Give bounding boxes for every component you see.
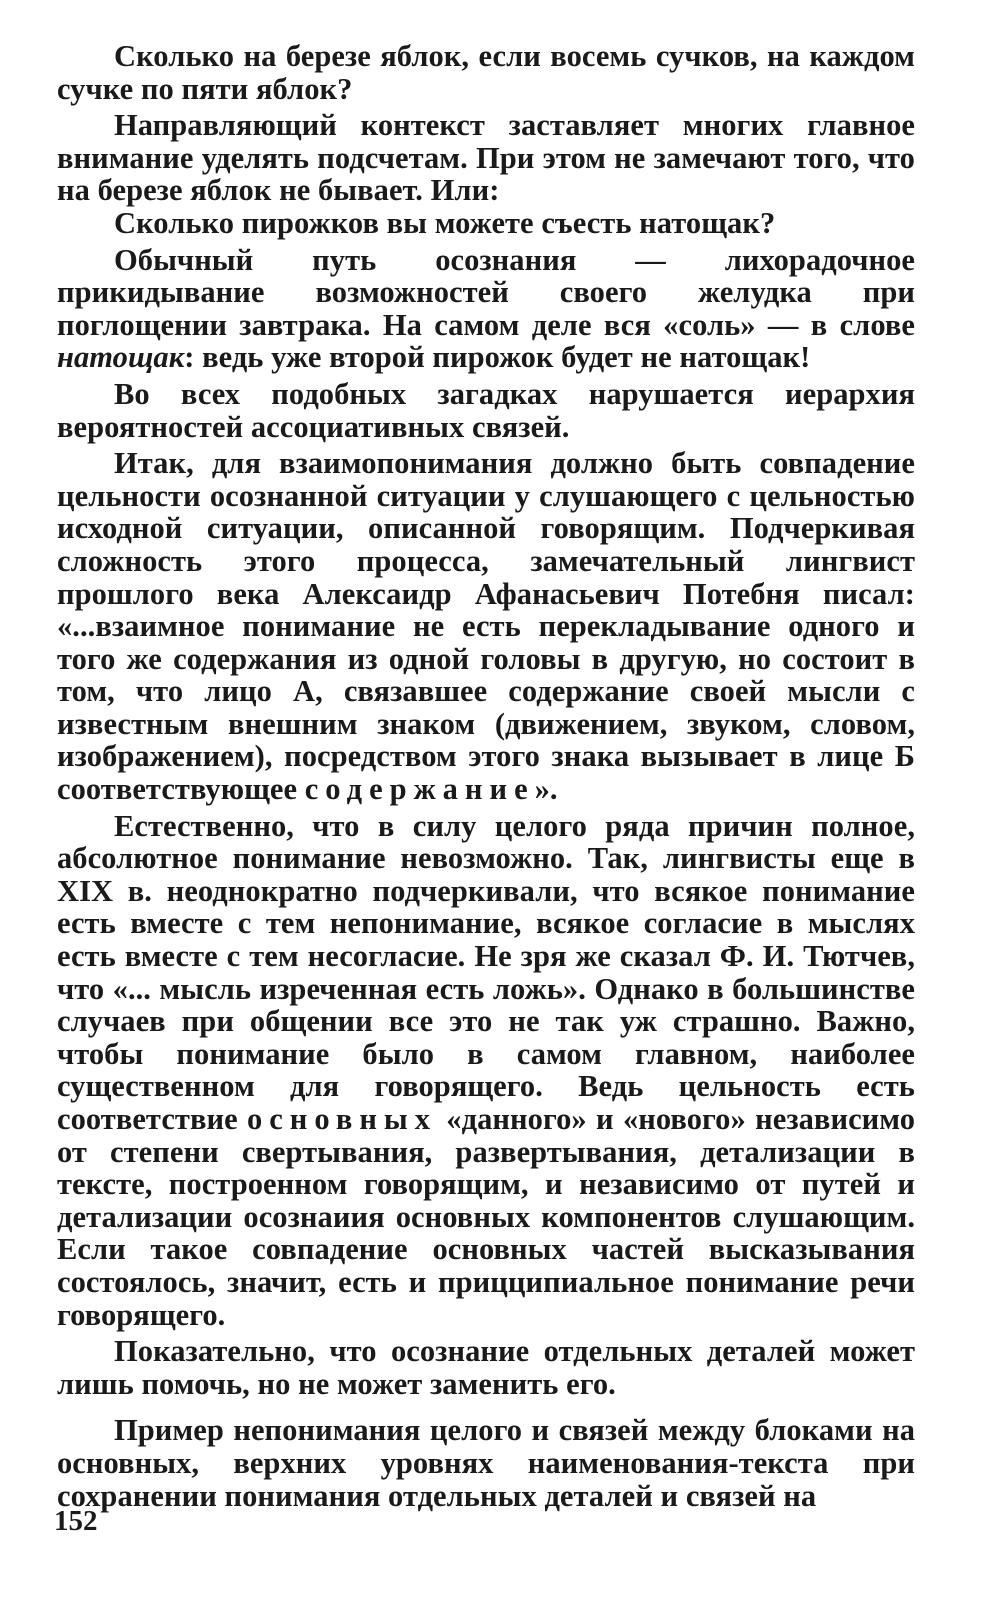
paragraph: Показательно, что осознание отдельных деталей может лишь помочь, но не может заменить его. xyxy=(57,1334,915,1401)
paragraph: Естественно, что в силу целого ряда причин полное, абсолютное понимание невозможно. Так, лингвисты еще в XIX в. неоднократно подчеркивали, что всякое понимание есть вместе с тем непонимание, всякое согласие в мыслях есть вместе с тем несогласие. Не зря же сказал Ф. И. Тютчев, что «... мысль изреченная есть ложь». Однако в большинстве случаев при общении все это не так уж страшно. Важно, чтобы понимание было в самом главном, наиболее существенном для говорящего. Ведь цельность есть соответствие основных «данного» и «нового» независимо от степени свертывания, развертывания, детализации в тексте, построенном говорящим, и независимо от путей и детализации осознаиия основных компонентов слушающим. Если такое совпадение основных частей высказывания состоялось, значит, есть и прицципиальное понимание речи говорящего. xyxy=(57,808,915,1332)
paragraph: Пример непонимания целого и связей между блоками на основных, верхних уровнях наименования-текста при сохранении понимания отдельных деталей и связей на xyxy=(57,1413,915,1513)
paragraph: Итак, для взаимопонимания должно быть совпадение цельности осознанной ситуации у слушающего с цельностью исходной ситуации, описанной говорящим. Подчеркивая сложность этого процесса, замечательный лингвист прошлого века Алексаидр Афанасьевич Потебня писал: «...взаимное понимание не есть перекладывание одного и того же содержания из одной головы в другую, но состоит в том, что лицо А, связавшее содержание своей мысли с известным внешним знаком (движением, звуком, словом, изображением), посредством этого знака вызывает в лице Б соответствующее содержание». xyxy=(57,446,915,807)
spaced-word: содержание xyxy=(304,772,535,807)
page-number: 152 xyxy=(54,1505,98,1537)
italic-word: натощак xyxy=(57,340,185,375)
paragraph: Сколько на березе яблок, если восемь сучков, на каждом сучке по пяти яблок? xyxy=(57,39,915,106)
paragraph: Сколько пирожков вы можете съесть натощак? xyxy=(114,205,776,240)
spaced-word: основных xyxy=(247,1102,437,1136)
paragraph: Обычный путь осознания — лихорадочное прикидывание возможностей своего желудка при поглощении завтрака. На самом деле вся «соль» — в слове натощак: ведь уже второй пирожок будет не натощак! xyxy=(57,242,915,375)
paragraph: Во всех подобных загадках нарушается иерархия вероятностей ассоциативных связей. xyxy=(57,376,915,444)
body-text xyxy=(57,40,915,1512)
paragraph: Направляющий контекст заставляет многих главное внимание уделять подсчетам. При этом не замечают того, что на березе яблок не бывает. Или: xyxy=(57,108,915,208)
